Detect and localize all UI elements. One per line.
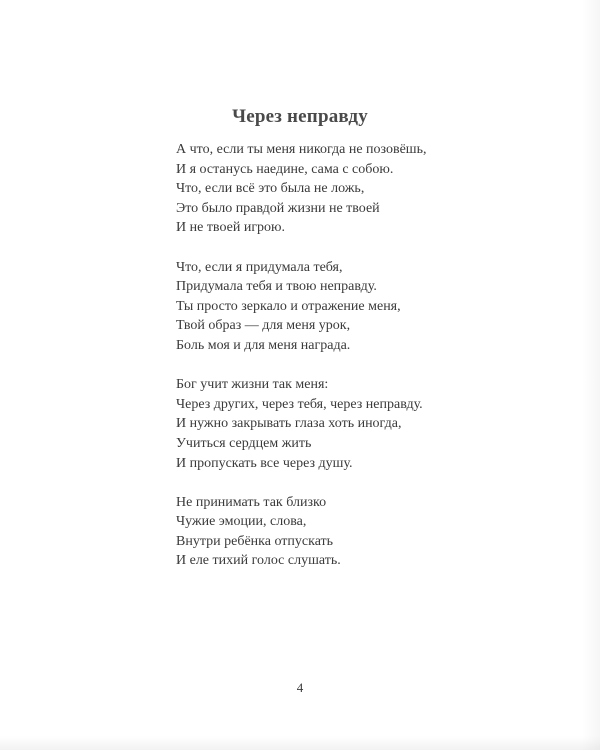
poem-line: Твой образ — для меня урок, bbox=[176, 318, 351, 334]
poem-line: И я останусь наедине, сама с собою. bbox=[176, 161, 394, 177]
poem-line: А что, если ты меня никогда не позовёшь, bbox=[176, 142, 427, 157]
poem-line: Не принимать так близко bbox=[176, 494, 327, 510]
poem-line: Что, если я придумала тебя, bbox=[176, 259, 343, 275]
poem-line: Это было правдой жизни не твоей bbox=[176, 200, 380, 216]
poem-line: Бог учит жизни так меня: bbox=[176, 377, 329, 393]
poem-line: Что, если всё это была не ложь, bbox=[176, 181, 365, 197]
poem-line: И не твоей игрою. bbox=[176, 220, 286, 236]
poem-line: Чужие эмоции, слова, bbox=[176, 514, 307, 530]
page-edge-shadow-bottom bbox=[0, 736, 600, 750]
stanza-3 bbox=[176, 375, 476, 473]
poem-line: И еле тихий голос слушать. bbox=[176, 553, 341, 569]
stanza-4 bbox=[176, 493, 476, 571]
poem-line: Внутри ребёнка отпускать bbox=[176, 533, 334, 549]
poem-line: Через других, через тебя, через неправду. bbox=[176, 396, 423, 412]
poem-body bbox=[176, 140, 476, 591]
poem-line: Ты просто зеркало и отражение меня, bbox=[176, 298, 401, 314]
stanza-1 bbox=[176, 140, 476, 238]
page-number: 4 bbox=[296, 680, 304, 695]
poem-line: Учиться сердцем жить bbox=[176, 435, 312, 451]
stanza-2 bbox=[176, 258, 476, 356]
poem-line: И пропускать все через душу. bbox=[176, 455, 353, 471]
poem-title: Через неправду bbox=[232, 106, 368, 127]
poem-line: Придумала тебя и твою неправду. bbox=[176, 279, 377, 295]
poem-line: И нужно закрывать глаза хоть иногда, bbox=[176, 416, 402, 432]
poem-line: Боль моя и для меня награда. bbox=[176, 337, 351, 353]
